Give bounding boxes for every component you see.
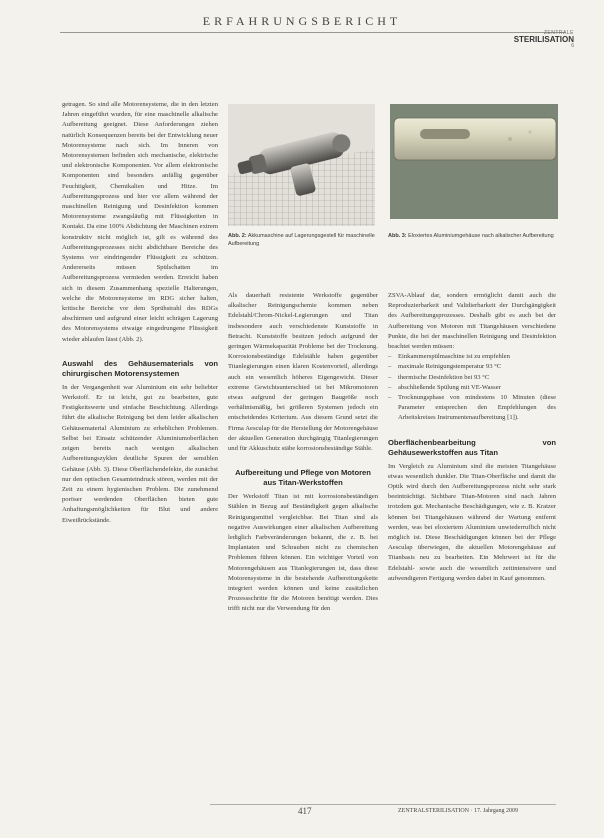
- logo-line-1: ZENTRALE: [543, 30, 574, 36]
- section-heading: Aufbereitung und Pflege von Motoren aus Titan-Werkstoffen: [235, 468, 371, 488]
- text-column-3: [388, 291, 556, 584]
- caption-text: Akkumaschine auf Lagerungsgestell für maschinelle Aufbereitung: [228, 233, 375, 247]
- caption-label: Abb. 2:: [228, 233, 247, 239]
- list-item: – thermische Desinfektion bei 93 °C: [388, 373, 556, 383]
- aluminium-housing-image: [390, 104, 558, 219]
- page-number: 417: [298, 806, 312, 816]
- text-column-1: [62, 100, 218, 526]
- figure-3-caption: [388, 233, 558, 241]
- caption-label: Abb. 3:: [388, 233, 407, 239]
- paragraph: ZSVA-Ablauf dar, sondern ermöglicht damit auch die Reproduzierbarkeit und Validierbarkeit der Durchgängigkeit des Aufbereitungsprozesses. Deshalb gibt es auch bei der Aufbereitung von Motoren mit Titangehäusen verschiedene Punkte, die bei der maschinellen Reinigung und Desinfektion beachtet werden müssen:: [388, 292, 556, 351]
- motor-rack-image: [228, 104, 375, 226]
- paragraph: In der Vergangenheit war Aluminium ein sehr beliebter Werkstoff. Er ist leicht, gut zu bearbeiten, gute Festigkeitswerte und einfache Beschichtung. Allerdings führt die alkalische Reinigung bei dem leider alkalischen Gehäusematerial Aluminium zu erheblichen Problemen. Selbst bei Einsatz schützender Aluminiumoberflächen zeigen bereits nach wenigen alkalischen Aufbereitungszyklen deutliche Spuren der sensiblen Gehäuse (Abb. 3). Diese Oberflächendefekte, die zunächst nur den optischen Gesamteindruck stören, werden mit der Zeit zu einem hygienischen Problem. Die zunehmend poröser werdenden Oberflächen bieten gute Anhaftungsmöglichkeiten für Blut und andere Eiweißrückstände.: [62, 383, 218, 524]
- paragraph: getragen. So sind alle Motorensysteme, die in den letzten Jahren eingeführt wurden, für eine maschinelle alkalische Aufbereitung geeignet. Diese Anforderungen ziehen natürlich Konsequenzen bereits bei der Entwicklung neuer Motorensysteme nach sich. Im Inneren von Motorensystemen befinden sich mechanische, elektrische und elektronische Komponenten. Vor allem elektronische Komponenten sind besonders anfällig gegenüber Feuchtigkeit, Chemikalien und Hitze. Im Aufbereitungsprozess und hier vor allem während der maschinellen Reinigung und Desinfektion kommen Motorensysteme zwangsläufig mit Flüssigkeiten in Kontakt. Da eine 100% Abdichtung der Maschinen extrem konstruktiv nicht möglich ist, gilt es während des Aufbereitungsprozesses nicht abdichtbare Bereiche des Systems vor eindringender Flüssigkeit zu schützen. Andererseits müssen Spülschatten im Aufbereitungsprozess vermieden werden. Erreicht haben sich in diesem Zusammenhang spezielle Halterungen, welche die Motorensysteme im RDG sicher halten, kritische Bereiche vor dem Sprühstrahl des RDGs abschirmen und aufgrund einer leicht schrägen Lagerung des Motorensystems etwaige eingedrungene Flüssigkeit wieder ablaufen lässt (Abb. 2).: [62, 101, 218, 343]
- figure-aluminium-housing: [390, 104, 558, 219]
- list-item: – Einkammerspülmaschine ist zu empfehlen: [388, 352, 556, 362]
- journal-footer: ZENTRALSTERILISATION · 17. Jahrgang 2009: [398, 808, 519, 814]
- footer-rule: [210, 804, 556, 805]
- journal-logo: [514, 31, 574, 49]
- requirements-list: [388, 352, 556, 423]
- paragraph: Als dauerhaft resistente Werkstoffe gegenüber alkalischer Reinigungschemie kommen neben Edelstahl/Chrom-Nickel-Legierungen und Titan insbesondere auch verschiedenste Kunststoffe in Betracht. Kunststoffe besitzen jedoch aufgrund der geringen Wärmekapazität Probleme bei der Trocknung. Korrosionsbeständige Edelstähle haben gegenüber Titanlegierungen einen klaren Kostenvorteil, allerdings auch ein wesentlich höheres Eigengewicht. Dieser extreme Gewichtsunterschied ist bei Mikromotoren etwas aufgrund der geringen Baugröße noch verhältnismäßig, bei größeren Systemen jedoch ein entscheidendes Kriterium. Aus diesem Grund setzt die Firma Aesculap für die Herstellung der Motorengehäuse der aktuellen Generation durchgängig Titanlegierungen und für Akkuschutz stäbe korrosionsbeständige Stähle.: [228, 292, 378, 453]
- figure-motor-on-rack: [228, 104, 375, 226]
- paragraph: Der Werkstoff Titan ist mit korrosionsbeständigen Stählen in Bezug auf Beständigkeit gegen alkalische Reinigungsmittel vergleichbar. Bei Titan sind als negative Auswirkungen einer alkalischen Aufbereitung lediglich Farbveränderungen bekannt, die z. B. bei Implantaten und Schrauben nicht zu chemischen Problemen führen können. Ein wichtiger Vorteil von Motorengehäusen aus Titanlegierungen ist, dass diese Motorensysteme in die bestehende Aufbereitungskette integriert werden können und keine zusätzlichen Prozessschritte für die Motoren benötigt werden. Dies trifft nicht nur die Verwendung für den: [228, 493, 378, 613]
- logo-line-2: STERILISATION: [513, 35, 574, 44]
- header-rule: [60, 32, 565, 33]
- list-item: – abschließende Spülung mit VE-Wasser: [388, 383, 556, 393]
- text-column-2: [228, 291, 378, 615]
- figure-2-caption: [228, 233, 378, 248]
- section-heading: Auswahl des Gehäusematerials von chirurgischen Motorensystemen: [62, 358, 218, 378]
- running-header: ERFAHRUNGSBERICHT: [202, 14, 402, 28]
- section-heading: Oberflächenbearbeitung von Gehäusewerkstoffen aus Titan: [388, 437, 556, 457]
- paragraph: Im Vergleich zu Aluminium sind die meisten Titangehäuse etwas wesentlich dunkler. Die Titan-Oberfläche und damit die Optik wird durch den Aufbereitungsprozess nicht sehr stark beeinträchtigt. Sichtbare Titan-Motoren sind nach Jahren trotzdem gut. Mechanische Beschädigungen, wie z. B. Kratzer können bei Titangehäusen während der Wartung entfernt werden, was bei eloxiertem Aluminium unwiederruflich nicht möglich ist. Diese Beschädigungen können bei der Pflege Aesculap überwiegen, die aktuellen Motorengehäuse auf Titanbasis neu zu bearbeiten. Ein Mehrwert ist für die Edelstahl- sowie auch die wesentlich zeitintensivere und aufwendigeren Fertigung werden dabei in Kauf genommen.: [388, 462, 556, 582]
- list-item: – maximale Reinigungstemperatur 93 °C: [388, 362, 556, 372]
- logo-line-3: 6: [571, 43, 574, 49]
- caption-text: Eloxiertes Aluminiumgehäuse nach alkalischer Aufbereitung: [408, 233, 554, 239]
- list-item: – Trocknungsphase von mindestens 10 Minuten (diese Parameter entsprechen den Empfehlungen des Arbeitskreises Instrumentenaufbereitung [1]).: [388, 393, 556, 424]
